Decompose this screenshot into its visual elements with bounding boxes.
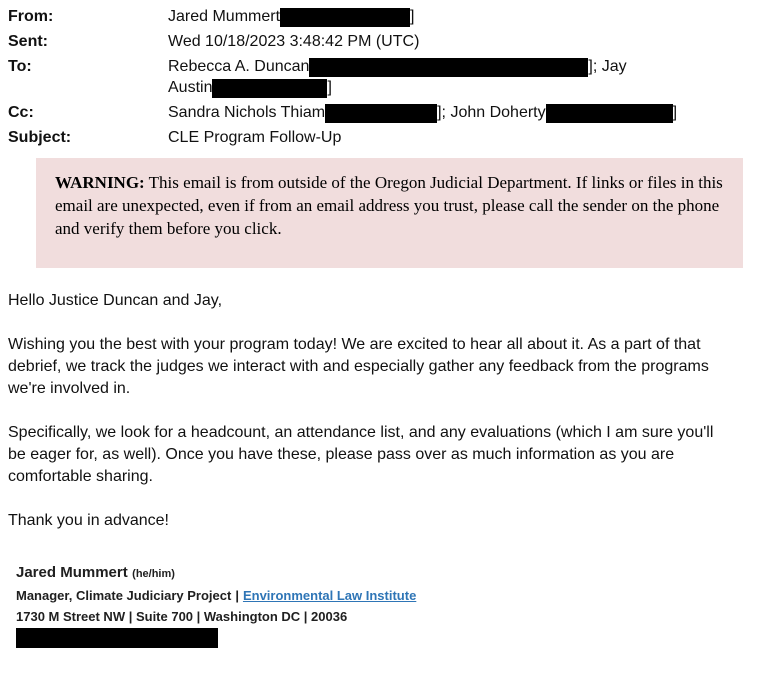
warning-prefix: WARNING:	[55, 173, 145, 192]
header-row-sent	[8, 31, 758, 52]
sent-label: Sent:	[8, 33, 48, 50]
cc-label: Cc:	[8, 104, 34, 121]
cc-after-2: ]	[672, 104, 678, 121]
from-value	[168, 6, 758, 27]
redaction-bar	[309, 58, 588, 77]
from-sender-name: Jared Mummert	[168, 8, 281, 25]
email-headers	[8, 6, 758, 148]
to-label: To:	[8, 58, 32, 75]
to-after-1: ]; Jay	[588, 58, 627, 75]
to-line-2	[168, 77, 758, 98]
to-line-1	[168, 56, 758, 77]
cc-after-1: ]; John Doherty	[437, 104, 546, 121]
to-recipient-2: Austin	[168, 79, 213, 96]
redaction-bar	[280, 8, 410, 27]
signature-job-title: Manager, Climate Judiciary Project	[16, 588, 232, 603]
body-paragraph-1: Wishing you the best with your program today! We are excited to hear all about it. As a part of that debrief, we track the judges we interact with and especially gather any feedback from the programs we're involved in.	[8, 336, 709, 397]
to-value	[168, 56, 758, 98]
signature-title-line	[16, 585, 758, 606]
email-signature	[16, 562, 758, 648]
cc-recipient-1: Sandra Nichols Thiam	[168, 104, 326, 121]
closing-text: Thank you in advance!	[8, 512, 169, 529]
redaction-bar	[546, 104, 673, 123]
signature-name: Jared Mummert	[16, 564, 128, 581]
header-row-from	[8, 6, 758, 27]
body-paragraph-2: Specifically, we look for a headcount, an attendance list, and any evaluations (which I am sure you'll be eager for, as well). Once you have these, please pass over as much information as you are comfortable sharing.	[8, 424, 714, 485]
redaction-bar	[325, 104, 437, 123]
from-bracket: ]	[410, 8, 415, 25]
redaction-bar	[16, 628, 218, 648]
sent-value: Wed 10/18/2023 3:48:42 PM (UTC)	[168, 33, 420, 50]
to-after-2: ]	[327, 79, 332, 96]
organization-link[interactable]: Environmental Law Institute	[242, 588, 417, 603]
cc-value	[168, 102, 758, 123]
greeting-text: Hello Justice Duncan and Jay,	[8, 292, 223, 309]
header-row-subject	[8, 127, 758, 148]
signature-name-line	[16, 562, 758, 585]
signature-pronouns: (he/him)	[132, 568, 175, 580]
email-body	[8, 290, 758, 532]
to-recipient-1: Rebecca A. Duncan	[168, 58, 310, 75]
signature-address-line: 1730 M Street NW | Suite 700 | Washington DC | 20036	[16, 609, 348, 624]
signature-separator: |	[235, 588, 239, 603]
subject-label: Subject:	[8, 129, 72, 146]
from-label: From:	[8, 8, 54, 25]
external-sender-warning-banner	[36, 158, 743, 268]
header-row-cc	[8, 102, 758, 123]
subject-value: CLE Program Follow-Up	[168, 129, 342, 146]
redaction-bar	[212, 79, 327, 98]
warning-text: This email is from outside of the Oregon Judicial Department. If links or files in this email are unexpected, even if from an email address you trust, please call the sender on the phone and verify them before you click.	[55, 173, 723, 238]
header-row-to	[8, 56, 758, 98]
